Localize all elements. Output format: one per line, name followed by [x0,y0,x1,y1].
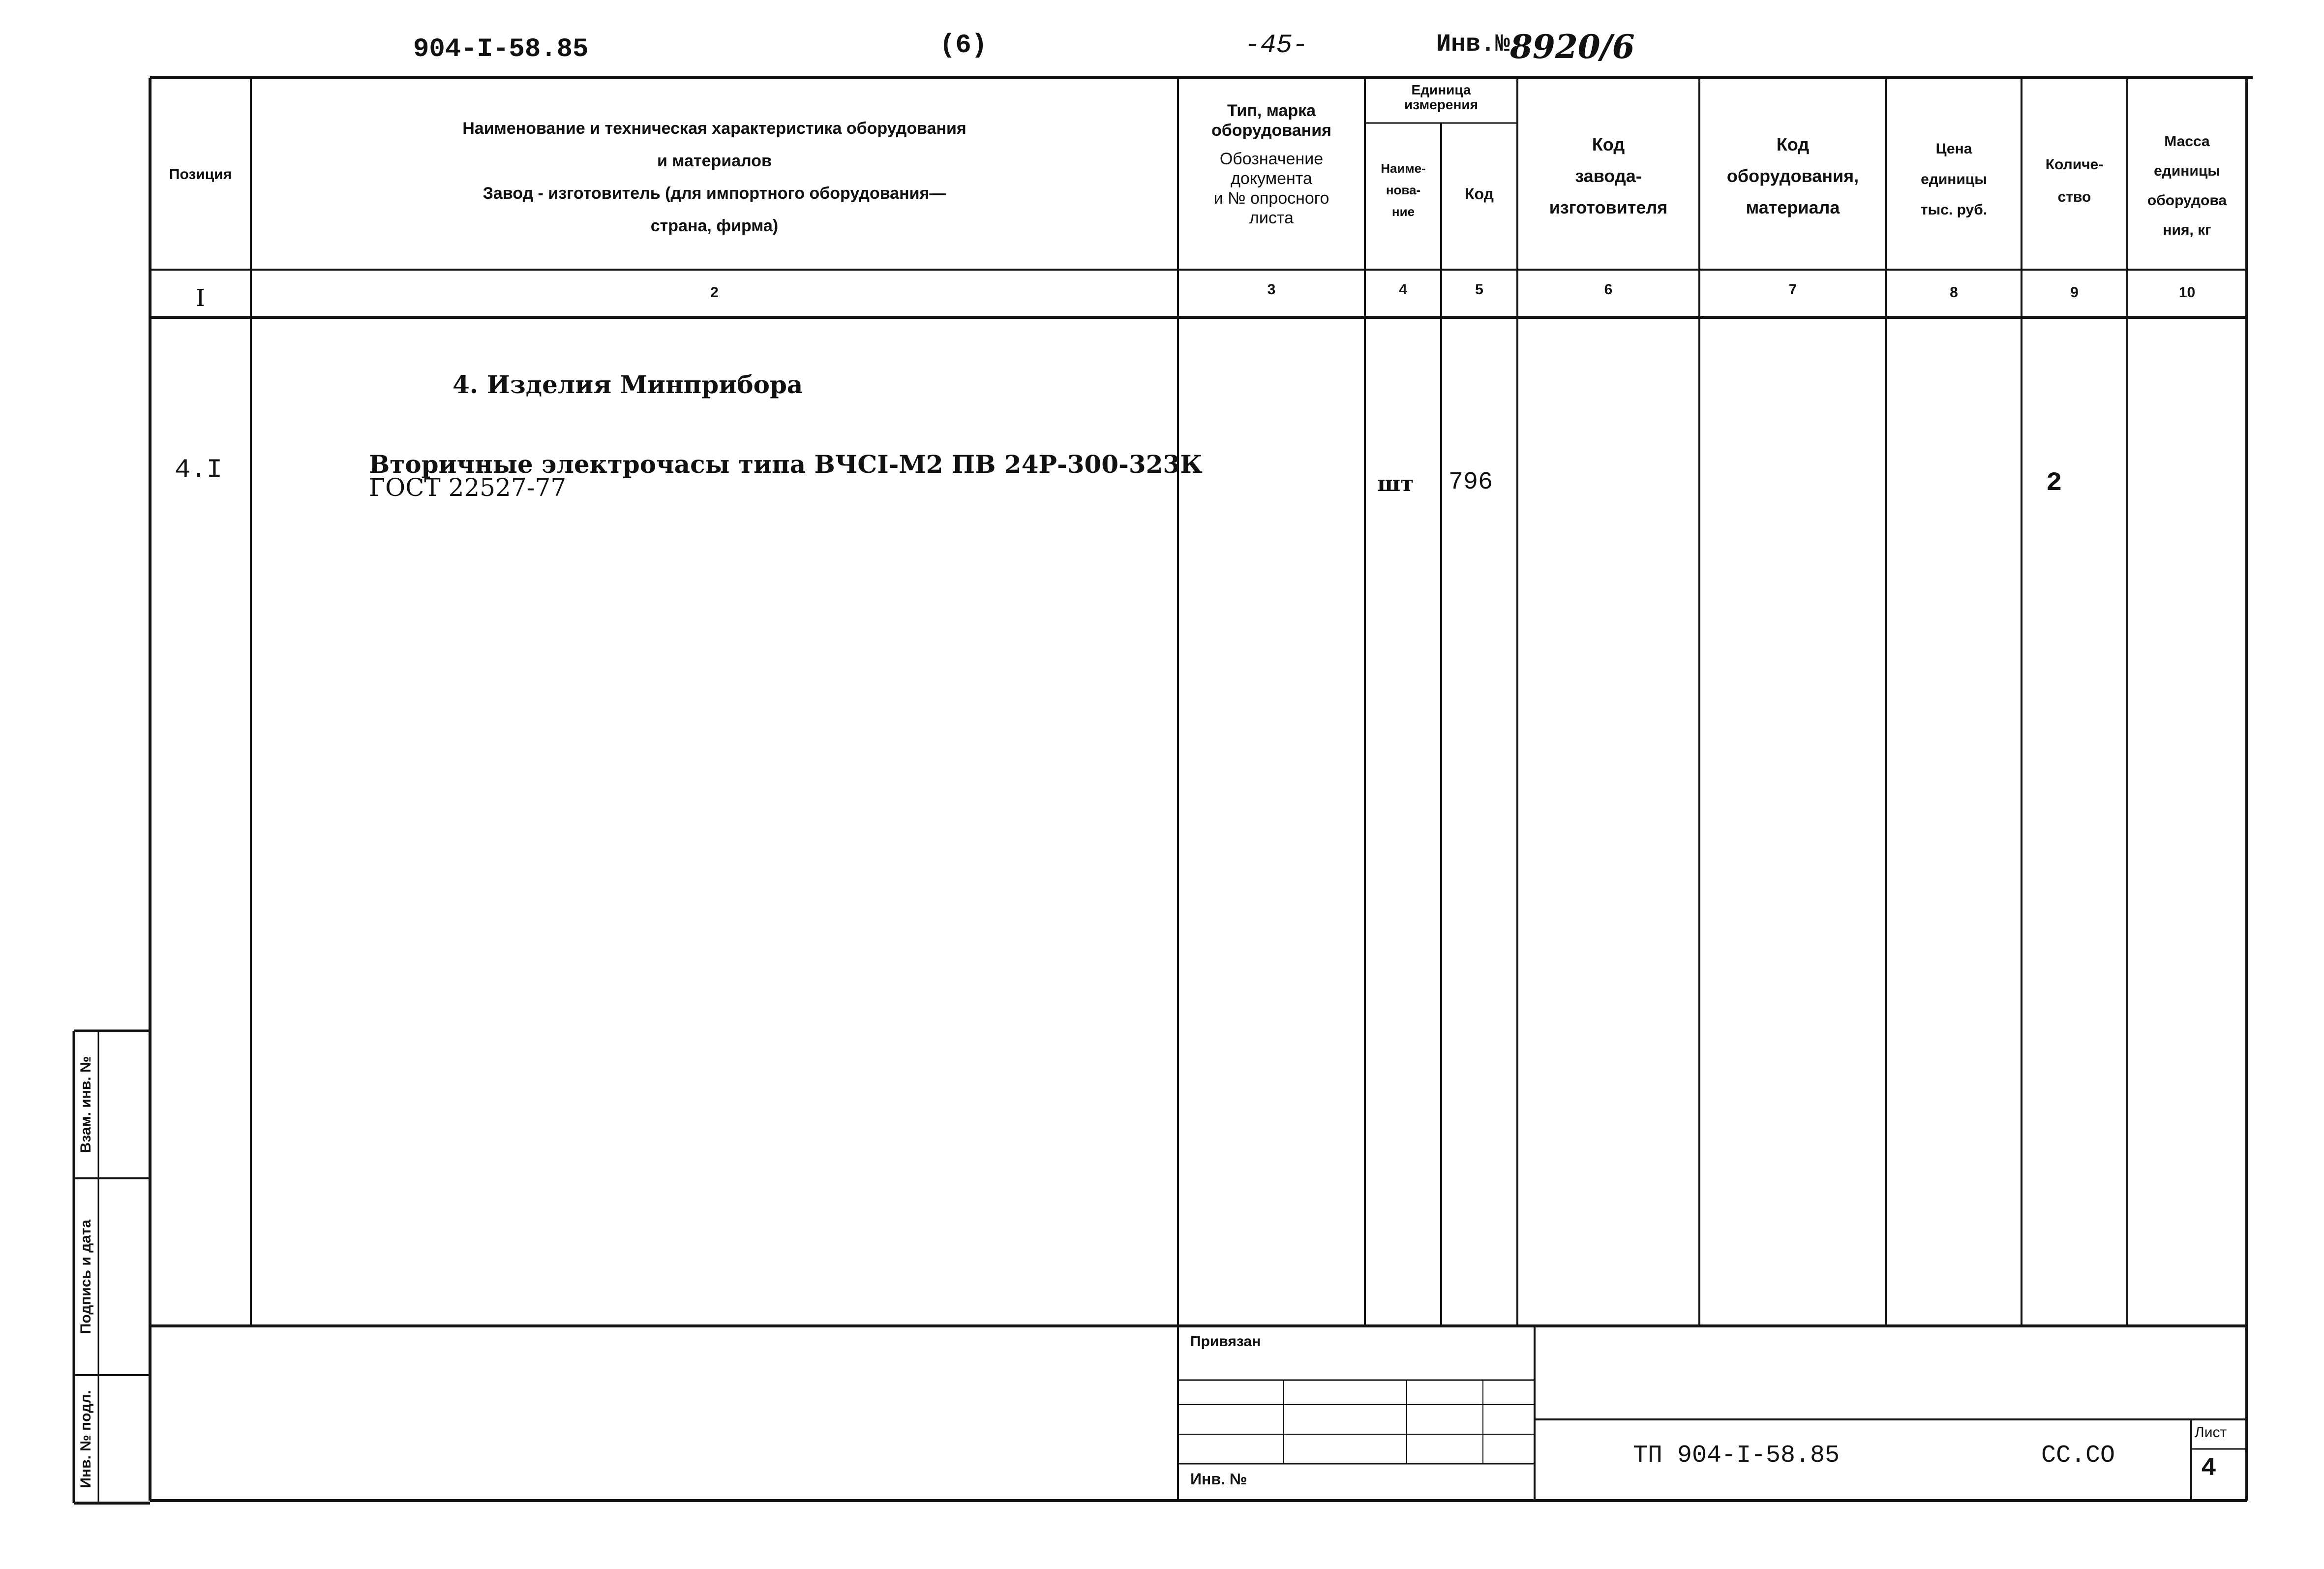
header-price: Цена единицы тыс. руб. [1920,141,1988,218]
colnum-8: 8 [1950,284,1958,301]
header-name: Наименование и техническая характеристика оборудования и материалов Завод - изготовитель (для импортного оборудования— страна, фирма) [462,119,966,235]
header-unit-name: Наиме- нова- ние [1381,161,1426,219]
row-quantity: 2 [2046,468,2062,498]
inv-number-handwritten: 8920/6 [1510,28,1635,66]
header-position: Позиция [169,166,232,183]
designation: ТП 904-I-58.85 [1633,1442,1840,1470]
header-unit-group: Единица измерения [1404,82,1478,112]
sheet-paren: (6) [939,31,988,61]
row-name-line1: Вторичные электрочасы типа ВЧСI-М2 ПВ 24Р-300-323К [369,450,1203,479]
page-mark: -45- [1244,31,1308,61]
row-unit: шт [1377,471,1414,496]
stamp-podpis-data: Подпись и дата [78,1219,94,1334]
section-title: 4. Изделия Минприборa [453,370,803,399]
colnum-2: 2 [710,284,719,301]
colnum-6: 6 [1604,281,1613,298]
header-unit-code: Код [1465,185,1494,203]
row-position: 4.I [175,455,223,485]
header-factory-code: Код завода- изготовителя [1549,134,1668,217]
privyazan-label: Привязан [1190,1333,1261,1350]
stamp-inv-podl: Инв. № подл. [78,1390,94,1488]
colnum-5: 5 [1475,281,1483,298]
inv-label-top: Инв.№ [1436,31,1510,59]
header-quantity: Количе- ство [2045,156,2104,205]
header-type: Тип, марка оборудования Обозначение документа и № опросного листа [1211,101,1331,227]
stamp-vzam-inv: Взам. инв. № [78,1056,94,1153]
colnum-1: I [196,284,205,312]
colnum-7: 7 [1788,281,1797,298]
row-name-line2: ГОСТ 22527-77 [369,473,567,502]
colnum-10: 10 [2178,284,2196,301]
colnum-9: 9 [2070,284,2079,301]
inv-no-label: Инв. № [1190,1470,1247,1488]
sheet-label: Лист [2195,1424,2227,1441]
header-mass: Масса единицы оборудова ния, кг [2147,133,2227,238]
colnum-3: 3 [1267,281,1276,298]
sheet-number: 4 [2201,1454,2217,1483]
header-equipment-code: Код оборудования, материала [1726,134,1859,217]
document-code: СС.СО [2041,1442,2115,1470]
row-unit-code: 796 [1449,468,1493,496]
colnum-4: 4 [1399,281,1407,298]
doc-code-top: 904-I-58.85 [413,34,589,64]
